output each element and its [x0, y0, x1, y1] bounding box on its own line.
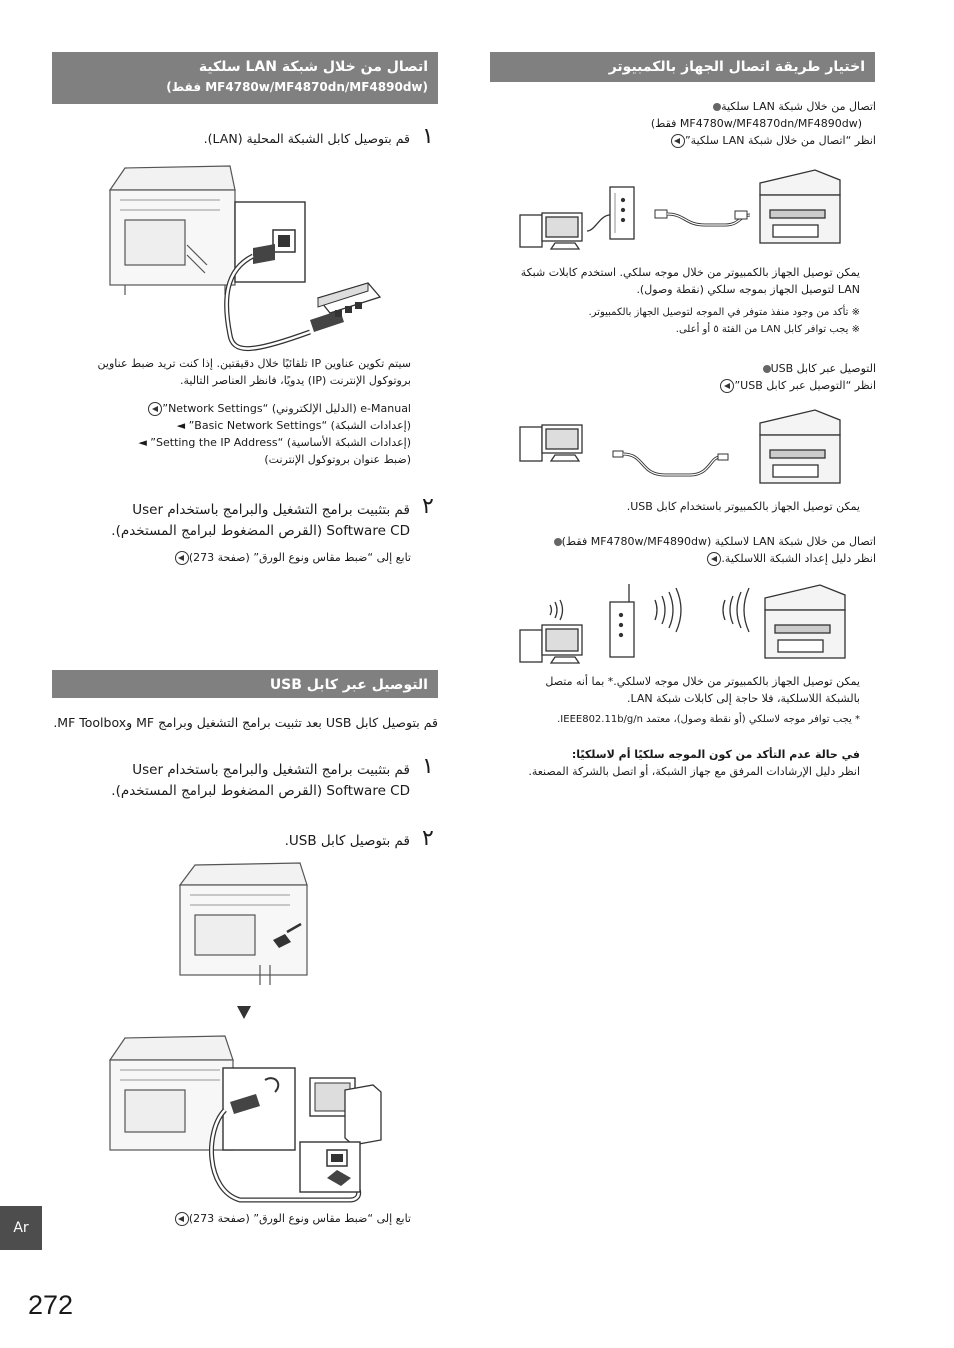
wired-lan-models: (MF4780w/MF4870dn/MF4890dw فقط): [650, 117, 862, 130]
reference-arrow-icon: [671, 134, 685, 148]
ip-note-line-2: بروتوكول الإنترنت (IP) يدويًا، فانظر العناصر التالية.: [179, 374, 411, 387]
usb-section-title: التوصيل عبر كابل USB: [269, 677, 428, 693]
lan-step-2-line-1: قم بتثبيت برامج التشغيل والبرامج باستخدام User: [132, 502, 410, 518]
down-arrow-icon: [237, 1006, 251, 1019]
bullet-icon: [763, 365, 771, 373]
emanual-ref-line-3: (إعدادات الشبكة الأساسية) “Setting the IP Address” ◄: [138, 436, 411, 449]
lan-step-2-line-2: Software CD (القرص المضغوط لبرامج المستخدم).: [111, 523, 410, 539]
router-unsure-text: انظر دليل الإرشادات المرفق مع جهاز الشبكة، أو اتصل بالشركة المصنعة.: [528, 765, 860, 778]
usb-option-description: يمكن توصيل الجهاز بالكمبيوتر باستخدام كابل USB.: [626, 500, 860, 513]
wired-lan-note-1: تأكد من وجود منفذ متوفر في الموجه لتوصيل الجهاز بالكمبيوتر.: [588, 307, 849, 318]
note-mark: ※: [851, 324, 860, 335]
usb-option-block: [496, 360, 876, 394]
usb-option-ref: انظر “التوصيل عبر كابل USB”: [734, 379, 876, 392]
wired-lan-notes: [490, 304, 860, 338]
lan-step-2-ref-text: تابع إلى “ضبط مقاس ونوع الورق” (صفحة 273): [188, 551, 411, 564]
usb-step-1-number: ١: [422, 754, 434, 779]
usb-step-2-text: قم بتوصيل كابل USB.: [284, 833, 410, 849]
wired-lan-block: [496, 98, 876, 149]
page-number: 272: [28, 1290, 74, 1320]
usb-cable-illustration: [105, 1030, 395, 1205]
lan-section-subtitle: (MF4780w/MF4870dn/MF4890dw فقط): [166, 80, 428, 94]
lan-section-header: [52, 52, 438, 104]
wireless-lan-diagram: [515, 580, 855, 670]
ip-note-line-1: سيتم تكوين عناوين IP تلقائيًا خلال دقيقتين. إذا كنت تريد ضبط عناوين: [97, 357, 411, 370]
lan-step-2-text: [50, 500, 410, 542]
ip-note: [31, 355, 411, 389]
wireless-lan-description: [490, 673, 860, 707]
wired-lan-diagram: [515, 165, 855, 255]
wired-lan-description: [490, 264, 860, 298]
router-unsure-block: [480, 746, 860, 780]
emanual-reference: [51, 400, 411, 468]
usb-intro: قم بتوصيل كابل USB بعد تثبيت برامج التشغيل وبرامج MF وMF Toolbox.: [53, 715, 438, 730]
reference-arrow-icon: [707, 552, 721, 566]
connection-method-header: [490, 52, 875, 82]
wired-lan-desc-line-2: LAN لتوصيل الجهاز بموجه سلكي (نقطة وصول).: [636, 283, 860, 296]
connection-method-title: اختيار طريقة اتصال الجهاز بالكمبيوتر: [608, 59, 865, 75]
usb-option-bullet-text: التوصيل عبر كابل USB: [770, 362, 876, 375]
lan-cable-illustration: [105, 160, 405, 370]
bullet-icon: [554, 538, 562, 546]
bullet-icon: [713, 103, 721, 111]
emanual-ref-line-2: (إعدادات الشبكة) “Basic Network Settings” ◄: [176, 419, 411, 432]
reference-arrow-icon: [175, 551, 189, 565]
usb-ref-text: تابع إلى “ضبط مقاس ونوع الورق” (صفحة 273): [188, 1212, 411, 1225]
lan-step-2-reference: [51, 549, 411, 566]
usb-step-1-line-2: Software CD (القرص المضغوط لبرامج المستخدم).: [111, 783, 410, 799]
usb-step-2-number: ٢: [422, 826, 434, 851]
usb-diagram: [515, 405, 855, 490]
reference-arrow-icon: [148, 402, 162, 416]
wireless-lan-ref: انظر دليل إعداد الشبكة اللاسلكية.: [721, 552, 876, 565]
wired-lan-desc-line-1: يمكن توصيل الجهاز بالكمبيوتر من خلال موجه سلكي. استخدم كابلات شبكة: [520, 266, 860, 279]
wireless-lan-block: [496, 533, 876, 567]
lan-step-1-number: ١: [422, 124, 434, 149]
reference-arrow-icon: [175, 1212, 189, 1226]
wired-lan-note-2: يجب توافر كابل LAN من الفئة ٥ أو أعلى.: [675, 324, 849, 335]
usb-section-header: [52, 670, 438, 698]
router-unsure-title: في حالة عدم التأكد من كون الموجه سلكيًا أم لاسلكيًا:: [571, 748, 860, 761]
reference-arrow-icon: [720, 379, 734, 393]
emanual-ref-line-4: (ضبط عنوان بروتوكول الإنترنت): [264, 453, 411, 466]
wireless-desc-line-1: يمكن توصيل الجهاز بالكمبيوتر من خلال موجه لاسلكي.* بما أنه متصل: [545, 675, 860, 688]
wireless-lan-bullet-text: اتصال من خلال شبكة LAN لاسلكية (MF4780w/MF4890dw فقط): [561, 535, 876, 548]
lan-section-title: اتصال من خلال شبكة LAN سلكية: [198, 59, 428, 75]
usb-port-illustration: [175, 860, 325, 990]
lan-step-1-text: قم بتوصيل كابل الشبكة المحلية (LAN).: [203, 131, 410, 146]
wireless-footnote: * يجب توافر موجه لاسلكي (أو نقطة وصول)، معتمد IEEE802.11b/g/n.: [557, 714, 860, 725]
wired-lan-ref: انظر “اتصال من خلال شبكة LAN سلكية”: [684, 134, 876, 147]
wireless-desc-line-2: بالشبكة اللاسلكية، فلا حاجة إلى كابلات شبكة LAN.: [627, 692, 860, 705]
note-mark: ※: [851, 307, 860, 318]
usb-reference: [51, 1210, 411, 1227]
usb-step-1-text: [50, 760, 410, 802]
usb-step-1-line-1: قم بتثبيت برامج التشغيل والبرامج باستخدام User: [132, 762, 410, 778]
language-tab: Ar: [0, 1206, 42, 1250]
wired-lan-bullet-text: اتصال من خلال شبكة LAN سلكية: [721, 100, 876, 113]
emanual-ref-line-1: e-Manual (الدليل الإلكتروني) “Network Settings”: [162, 402, 411, 415]
lan-step-2-number: ٢: [422, 494, 434, 519]
